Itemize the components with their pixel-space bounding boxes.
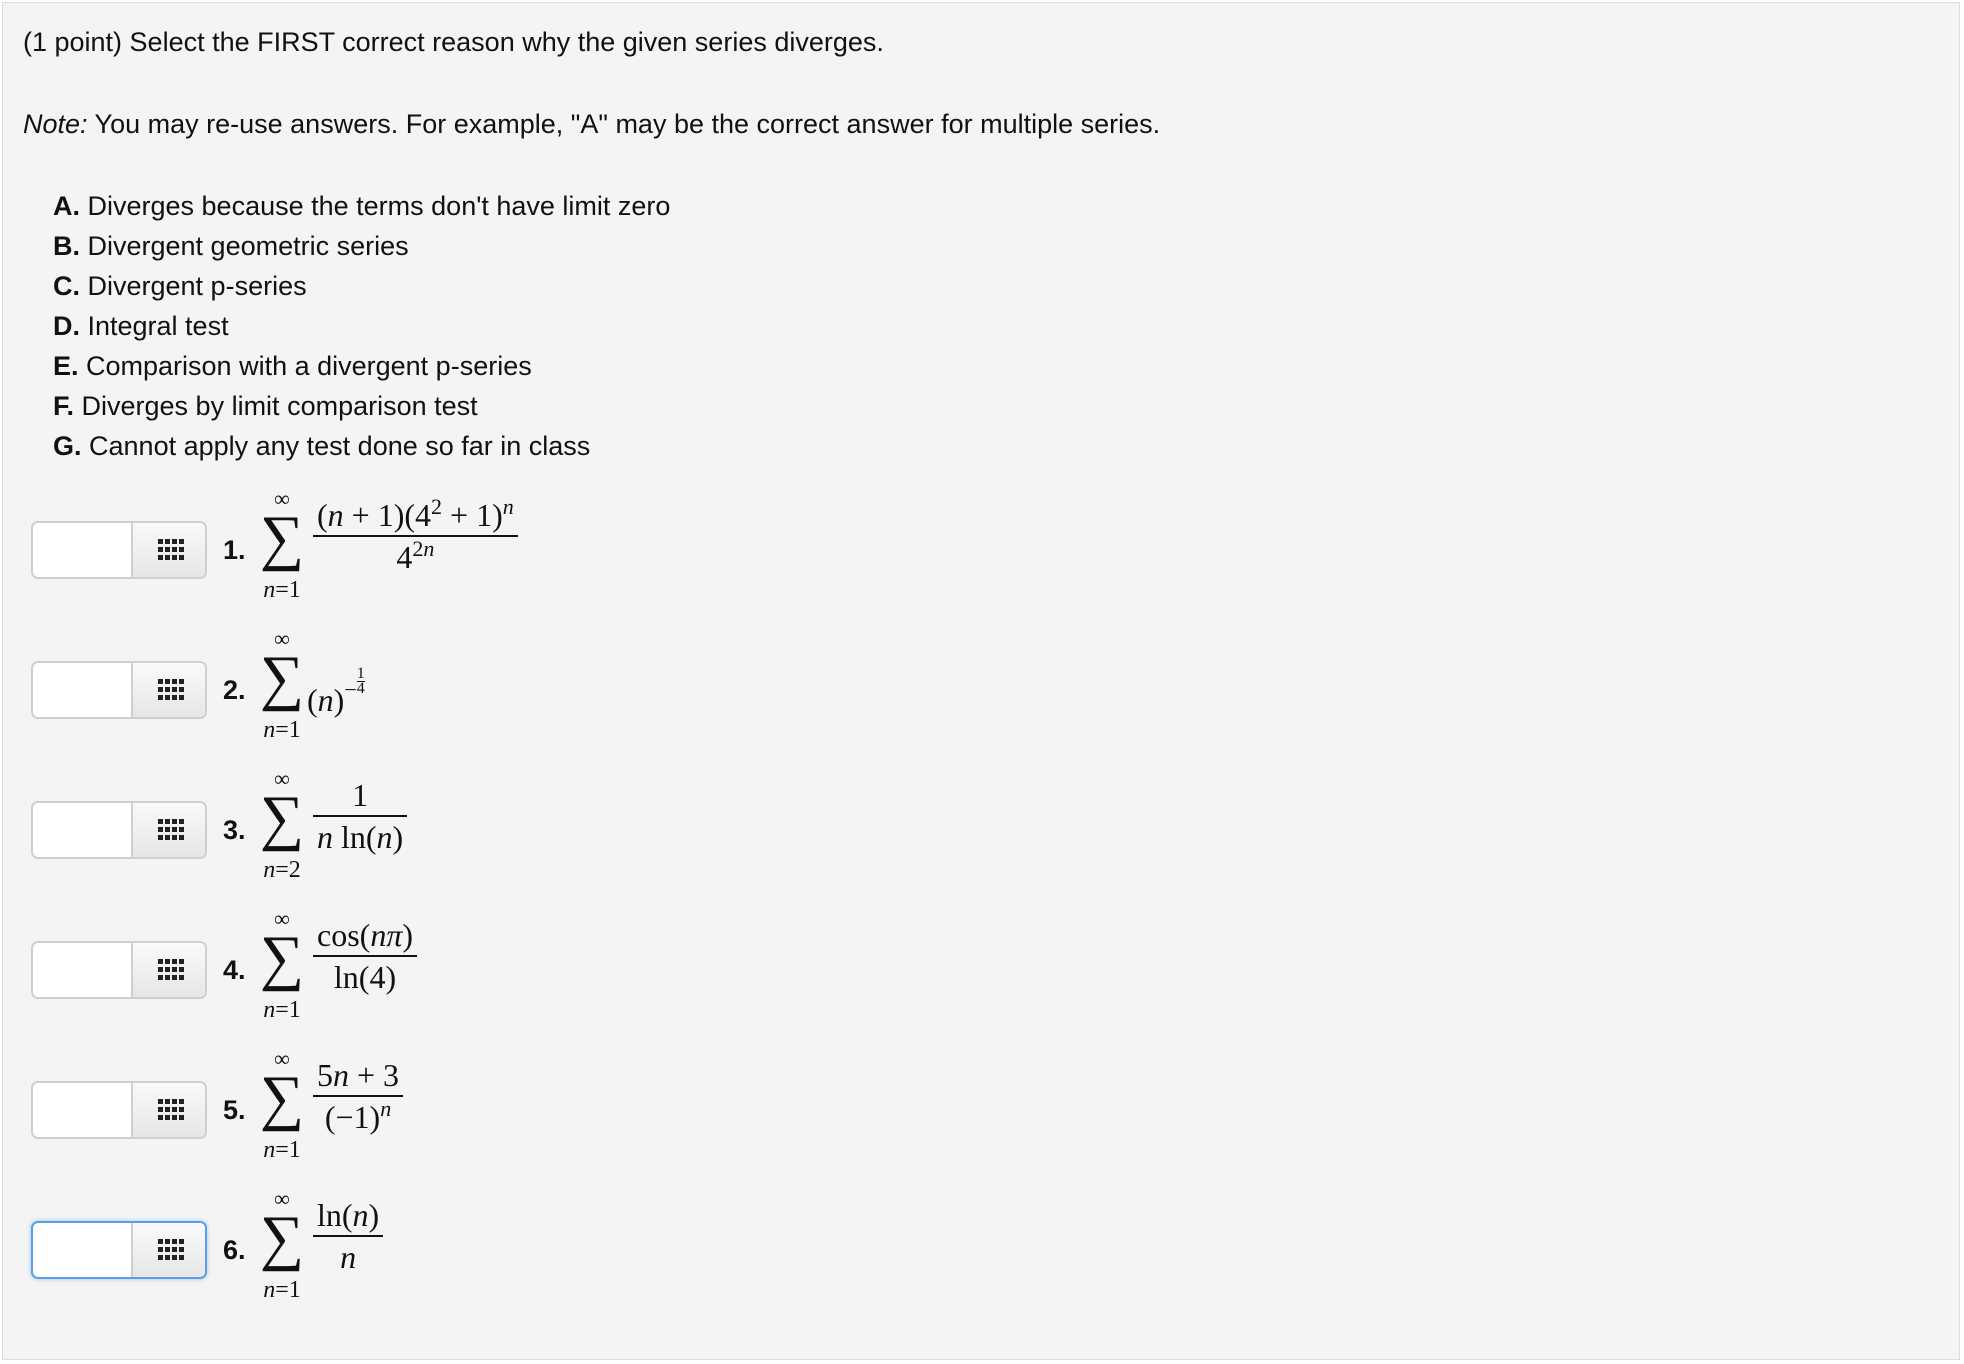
series-number: 1. (223, 535, 246, 565)
answer-input-6[interactable] (33, 1223, 131, 1277)
grid-menu-icon (158, 679, 184, 701)
choice-text: Diverges because the terms don't have limit zero (80, 191, 671, 221)
choice-item (53, 226, 670, 266)
choice-letter: A. (53, 191, 80, 221)
answer-box (31, 801, 207, 859)
grid-menu-icon (158, 539, 184, 561)
summation (257, 907, 307, 1037)
sigma-icon: ∑ (259, 924, 305, 992)
answer-input-4[interactable] (33, 943, 131, 997)
upper-limit: ∞ (274, 1046, 290, 1071)
series-number: 6. (223, 1235, 246, 1265)
choice-text: Diverges by limit comparison test (74, 391, 478, 421)
grid-menu-icon (158, 819, 184, 841)
summation (257, 767, 307, 897)
upper-limit: ∞ (274, 626, 290, 651)
upper-limit: ∞ (274, 1186, 290, 1211)
choice-text: Divergent p-series (80, 271, 307, 301)
series-row-3 (31, 766, 831, 883)
choice-letter: E. (53, 351, 79, 381)
answer-input-3[interactable] (33, 803, 131, 857)
fraction (313, 915, 417, 997)
choice-text: Cannot apply any test done so far in class (81, 431, 591, 461)
fraction (313, 1195, 383, 1277)
sigma-icon: ∑ (259, 1204, 305, 1272)
choice-item (53, 266, 670, 306)
series-formula (257, 1047, 817, 1177)
choice-letter: C. (53, 271, 80, 301)
series-formula (257, 627, 817, 757)
numerator: $(n + 1)(4^2 + 1)^n$ (317, 494, 514, 533)
choice-text: Integral test (80, 311, 229, 341)
choice-text: Comparison with a divergent p-series (78, 351, 532, 381)
fraction (313, 1055, 403, 1137)
numerator: cos(nπ) (317, 917, 413, 953)
choice-item (53, 346, 670, 386)
problem-intro: (1 point) Select the FIRST correct reason why the given series diverges. (23, 27, 884, 57)
problem-note (23, 107, 1160, 141)
grid-menu-icon (158, 1099, 184, 1121)
choice-letter: B. (53, 231, 80, 261)
answer-dropdown-button[interactable] (131, 663, 207, 717)
answer-box (31, 1221, 207, 1279)
choice-letter: G. (53, 431, 82, 461)
answer-input-2[interactable] (33, 663, 131, 717)
lower-limit: n=1 (263, 997, 301, 1023)
problem-panel (2, 2, 1960, 1360)
choice-item (53, 386, 670, 426)
answer-input-1[interactable] (33, 523, 131, 577)
denominator: $4^{2n}$ (396, 536, 435, 575)
series-row-1 (31, 486, 831, 603)
answer-box (31, 1081, 207, 1139)
series-formula (257, 907, 817, 1037)
choice-list (53, 186, 670, 466)
choice-letter: D. (53, 311, 80, 341)
choice-letter: F. (53, 391, 75, 421)
upper-limit: ∞ (274, 766, 290, 791)
summation (257, 487, 307, 617)
series-row-5 (31, 1046, 831, 1163)
choice-text: Divergent geometric series (80, 231, 409, 261)
series-formula (257, 767, 817, 897)
numerator: 1 (352, 777, 369, 813)
summation (257, 1187, 307, 1317)
numerator: 5n + 3 (317, 1057, 400, 1093)
series-row-4 (31, 906, 831, 1023)
series-number: 4. (223, 955, 246, 985)
answer-dropdown-button[interactable] (131, 1083, 207, 1137)
denominator: n (340, 1239, 357, 1275)
answer-box (31, 521, 207, 579)
lower-limit: n=1 (263, 717, 301, 743)
series-formula (257, 487, 817, 617)
series-row-2 (31, 626, 831, 743)
fraction (313, 495, 518, 577)
answer-dropdown-button[interactable] (131, 1223, 207, 1277)
answer-dropdown-button[interactable] (131, 523, 207, 577)
answer-box (31, 661, 207, 719)
summation (257, 1047, 307, 1177)
fraction (313, 775, 407, 857)
sigma-icon: ∑ (259, 504, 305, 572)
series-formula (257, 1187, 817, 1317)
lower-limit: n=2 (263, 857, 301, 883)
series-number: 3. (223, 815, 246, 845)
numerator: ln(n) (317, 1197, 380, 1233)
choice-item (53, 306, 670, 346)
denominator: $(-1)^n$ (324, 1096, 392, 1135)
denominator: ln(4) (333, 959, 397, 995)
lower-limit: n=1 (263, 577, 301, 603)
sigma-icon: ∑ (259, 1064, 305, 1132)
sigma-icon: ∑ (259, 784, 305, 852)
answer-dropdown-button[interactable] (131, 943, 207, 997)
note-label: Note: (23, 109, 88, 139)
series-number: 2. (223, 675, 246, 705)
grid-menu-icon (158, 1239, 184, 1261)
series-row-6 (31, 1186, 831, 1303)
choice-item (53, 186, 670, 226)
answer-input-5[interactable] (33, 1083, 131, 1137)
sigma-icon: ∑ (259, 644, 305, 712)
upper-limit: ∞ (274, 906, 290, 931)
summation (257, 627, 307, 757)
lower-limit: n=1 (263, 1137, 301, 1163)
grid-menu-icon (158, 959, 184, 981)
denominator: n ln(n) (317, 819, 404, 855)
answer-dropdown-button[interactable] (131, 803, 207, 857)
series-number: 5. (223, 1095, 246, 1125)
term-expression: (n)− $\frac{1}{4}$ (307, 665, 365, 718)
lower-limit: n=1 (263, 1277, 301, 1303)
choice-item (53, 426, 670, 466)
note-text: You may re-use answers. For example, "A" may be the correct answer for multiple series. (87, 109, 1161, 139)
answer-box (31, 941, 207, 999)
upper-limit: ∞ (274, 486, 290, 511)
